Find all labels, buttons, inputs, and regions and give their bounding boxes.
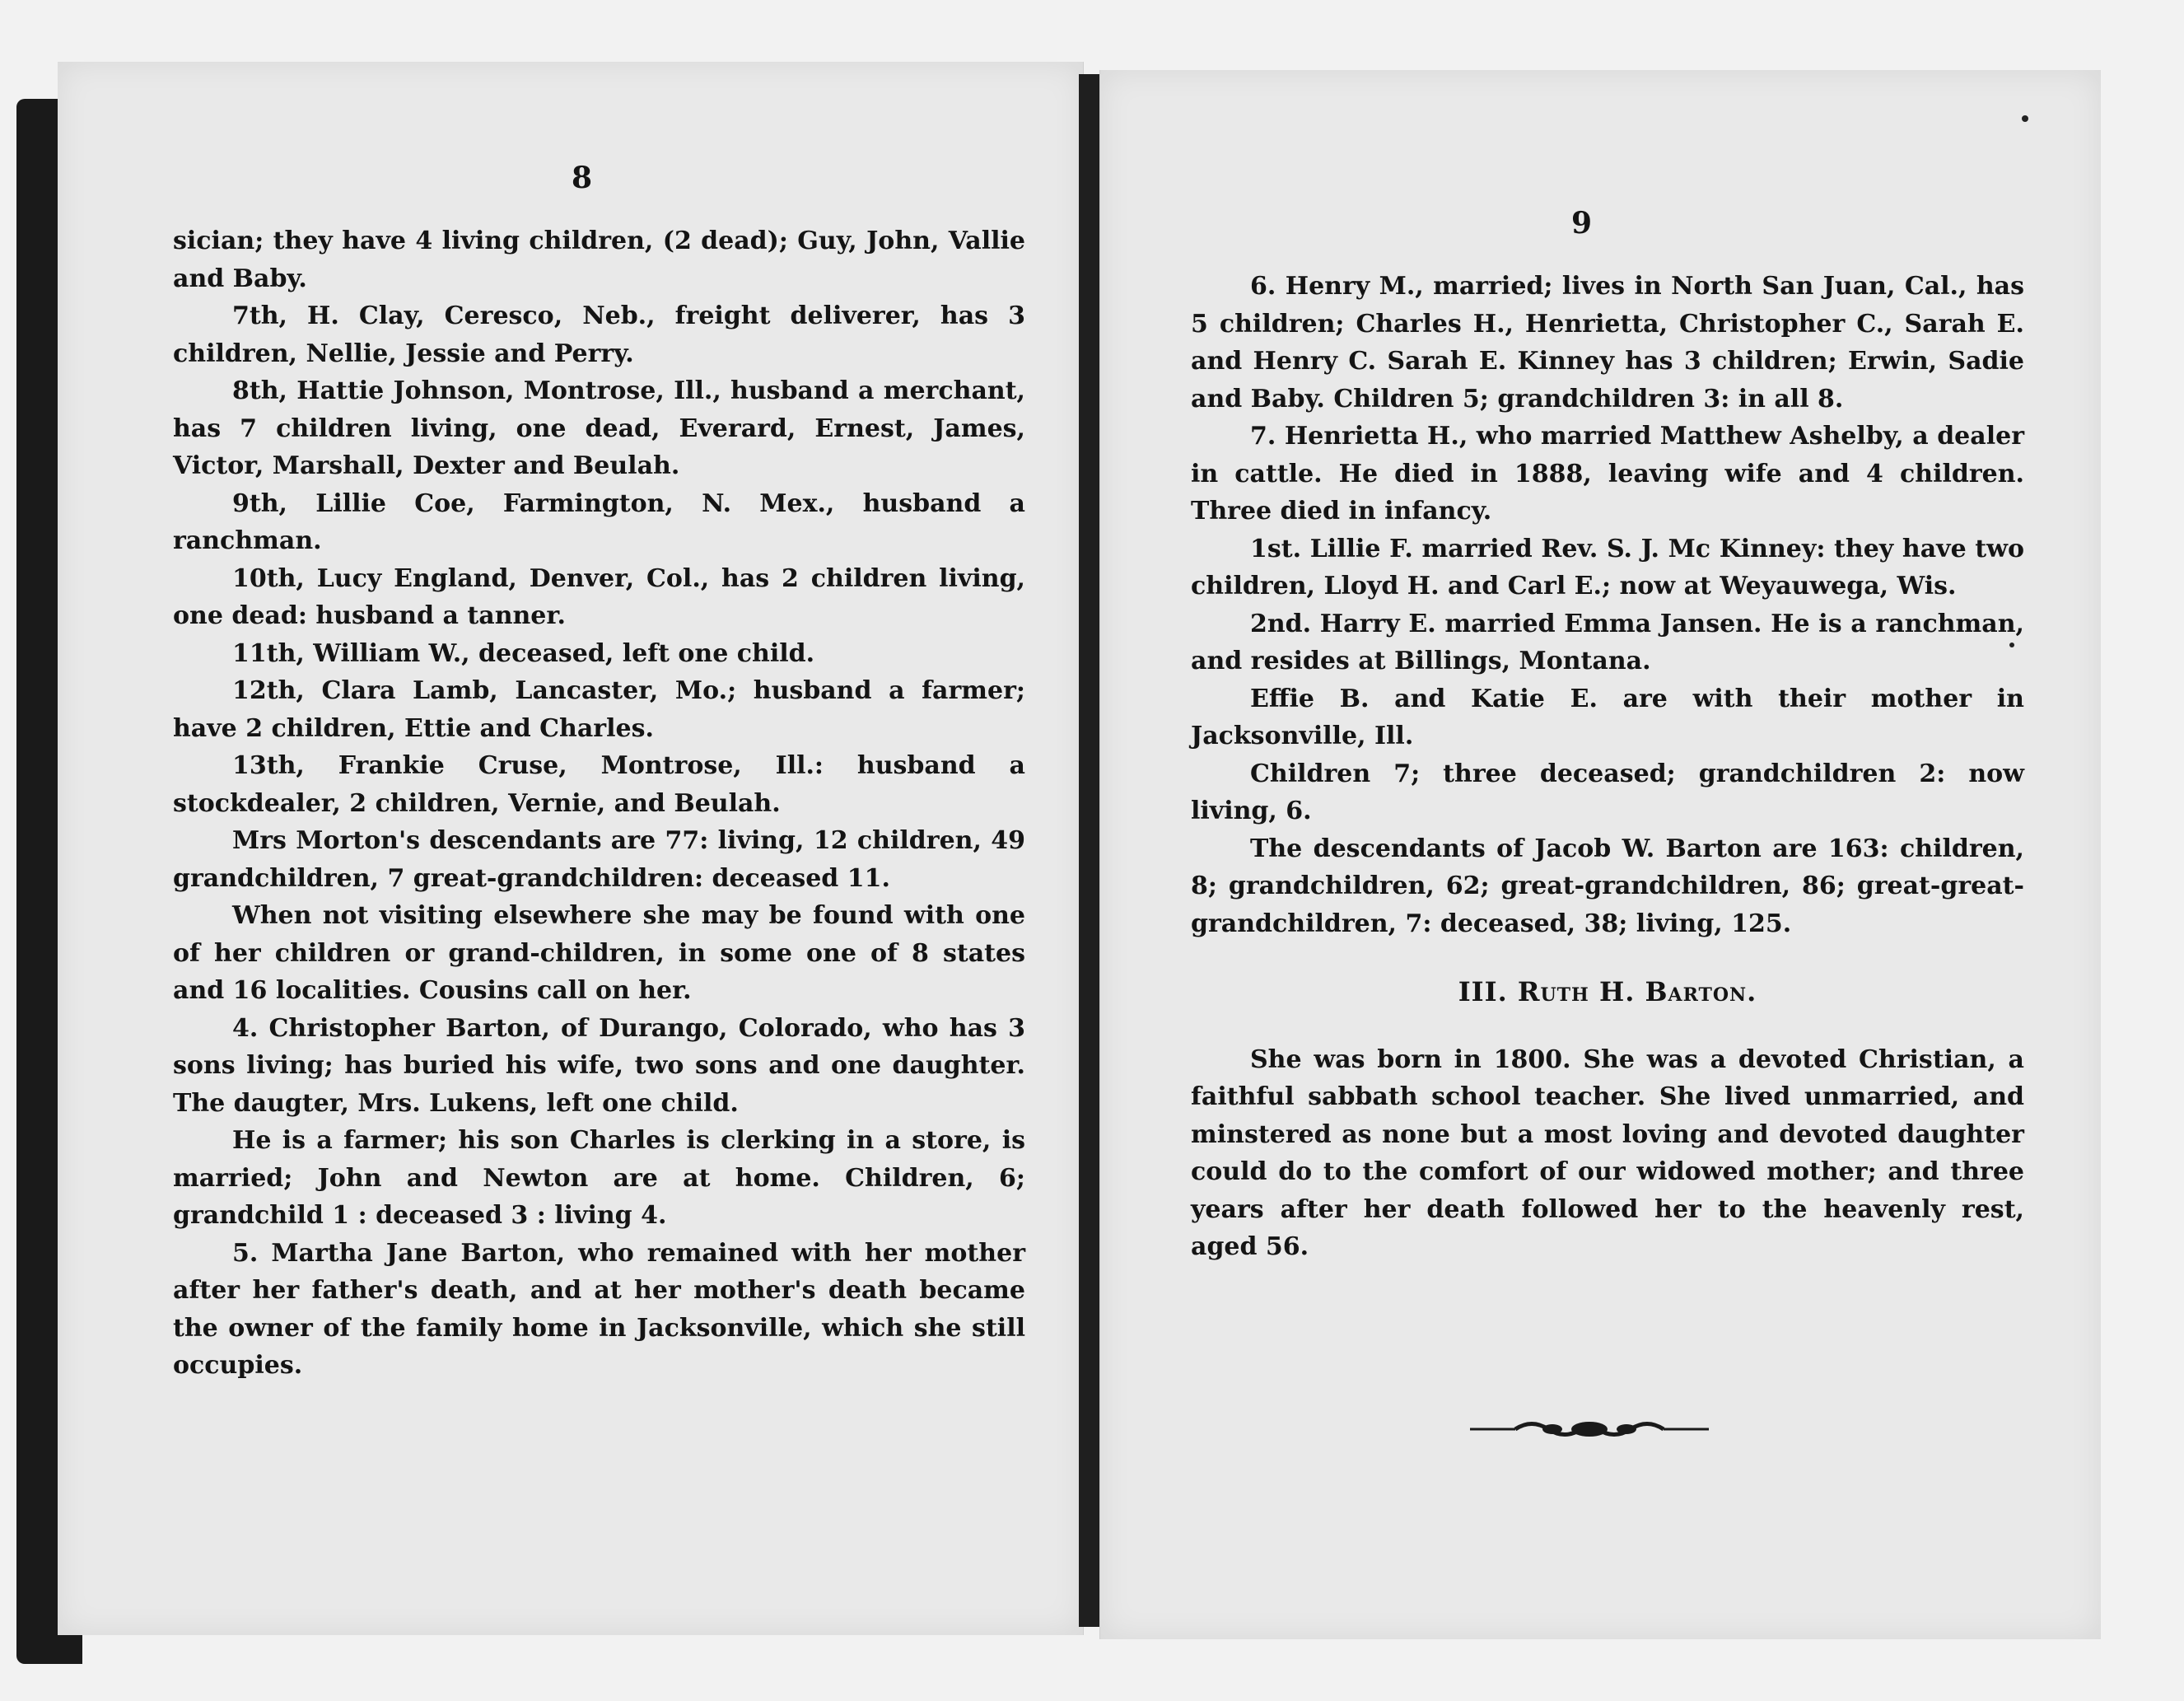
paragraph: Effie B. and Katie E. are with their mother in Jacksonville, Ill. bbox=[1191, 684, 2024, 750]
paragraph: 12th, Clara Lamb, Lancaster, Mo.; husband a farmer; have 2 children, Ettie and Charles. bbox=[173, 676, 1025, 743]
paragraph: He is a farmer; his son Charles is clerking in a store, is married; John and Newton are at home. Children, 6; grandchild 1 : deceased 3 : living 4. bbox=[173, 1126, 1025, 1230]
paragraph: 9th, Lillie Coe, Farmington, N. Mex., husband a ranchman. bbox=[173, 488, 1025, 555]
ornamental-divider-icon bbox=[1466, 1417, 1713, 1442]
paragraph: Mrs Morton's descendants are 77: living, 12 children, 49 grandchildren, 7 great-grandchildren: deceased 11. bbox=[173, 826, 1025, 893]
page-speck bbox=[2009, 643, 2014, 647]
paragraph: Children 7; three deceased; grandchildren 2: now living, 6. bbox=[1191, 759, 2024, 825]
paragraph: 4. Christopher Barton, of Durango, Colorado, who has 3 sons living; has buried his wife, two sons and one daughter. The daugter, Mrs. Lukens, left one child. bbox=[173, 1013, 1025, 1118]
paragraph: 2nd. Harry E. married Emma Jansen. He is a ranchman, and resides at Billings, Montana. bbox=[1191, 609, 2024, 675]
page-number-right: 9 bbox=[1571, 206, 1593, 241]
paragraph: 6. Henry M., married; lives in North San Juan, Cal., has 5 children; Charles H., Henrietta, Christopher C., Sarah E. and Henry C. Sarah E. Kinney has 3 children; Erwin, Sadie and Baby. Children 5; grandchildren 3: in all 8. bbox=[1191, 272, 2024, 414]
paragraph: 1st. Lillie F. married Rev. S. J. Mc Kinney: they have two children, Lloyd H. and Carl E.; now at Weyauwega, Wis. bbox=[1191, 534, 2024, 600]
left-page-body bbox=[173, 222, 1025, 1385]
paragraph: 7. Henrietta H., who married Matthew Ashelby, a dealer in cattle. He died in 1888, leaving wife and 4 children. Three died in infancy. bbox=[1191, 422, 2024, 526]
paragraph: 5. Martha Jane Barton, who remained with her mother after her father's death, and at her mother's death became the owner of the family home in Jacksonville, which she still occupies. bbox=[173, 1238, 1025, 1380]
section-heading: III. Ruth H. Barton. bbox=[1458, 976, 1757, 1007]
paragraph: She was born in 1800. She was a devoted Christian, a faithful sabbath school teacher. She lived unmarried, and minstered as none but a most loving and devoted daughter could do to the comfort of our widowed mother; and three years after her death followed her to the heavenly rest, aged 56. bbox=[1191, 1044, 2024, 1261]
paragraph: The descendants of Jacob W. Barton are 163: children, 8; grandchildren, 62; great-grandchildren, 86; great-great-grandchildren, 7: deceased, 38; living, 125. bbox=[1191, 834, 2024, 938]
paragraph: When not visiting elsewhere she may be found with one of her children or grand-children, in some one of 8 states and 16 localities. Cousins call on her. bbox=[173, 901, 1025, 1005]
paragraph: 8th, Hattie Johnson, Montrose, Ill., husband a merchant, has 7 children living, one dead, Everard, Ernest, James, Victor, Marshall, Dexter and Beulah. bbox=[173, 376, 1025, 480]
paragraph: 11th, William W., deceased, left one child. bbox=[232, 638, 815, 668]
paragraph: 13th, Frankie Cruse, Montrose, Ill.: husband a stockdealer, 2 children, Vernie, and Beulah. bbox=[173, 751, 1025, 818]
page-speck bbox=[2022, 115, 2028, 122]
right-page-body bbox=[1191, 268, 2024, 1266]
paragraph: 7th, H. Clay, Ceresco, Neb., freight deliverer, has 3 children, Nellie, Jessie and Perry. bbox=[173, 301, 1025, 368]
page-number-left: 8 bbox=[572, 161, 593, 195]
paragraph: 10th, Lucy England, Denver, Col., has 2 children living, one dead: husband a tanner. bbox=[173, 563, 1025, 630]
right-page bbox=[1099, 70, 2101, 1639]
left-page bbox=[58, 62, 1084, 1635]
paragraph: sician; they have 4 living children, (2 dead); Guy, John, Vallie and Baby. bbox=[173, 227, 1025, 293]
